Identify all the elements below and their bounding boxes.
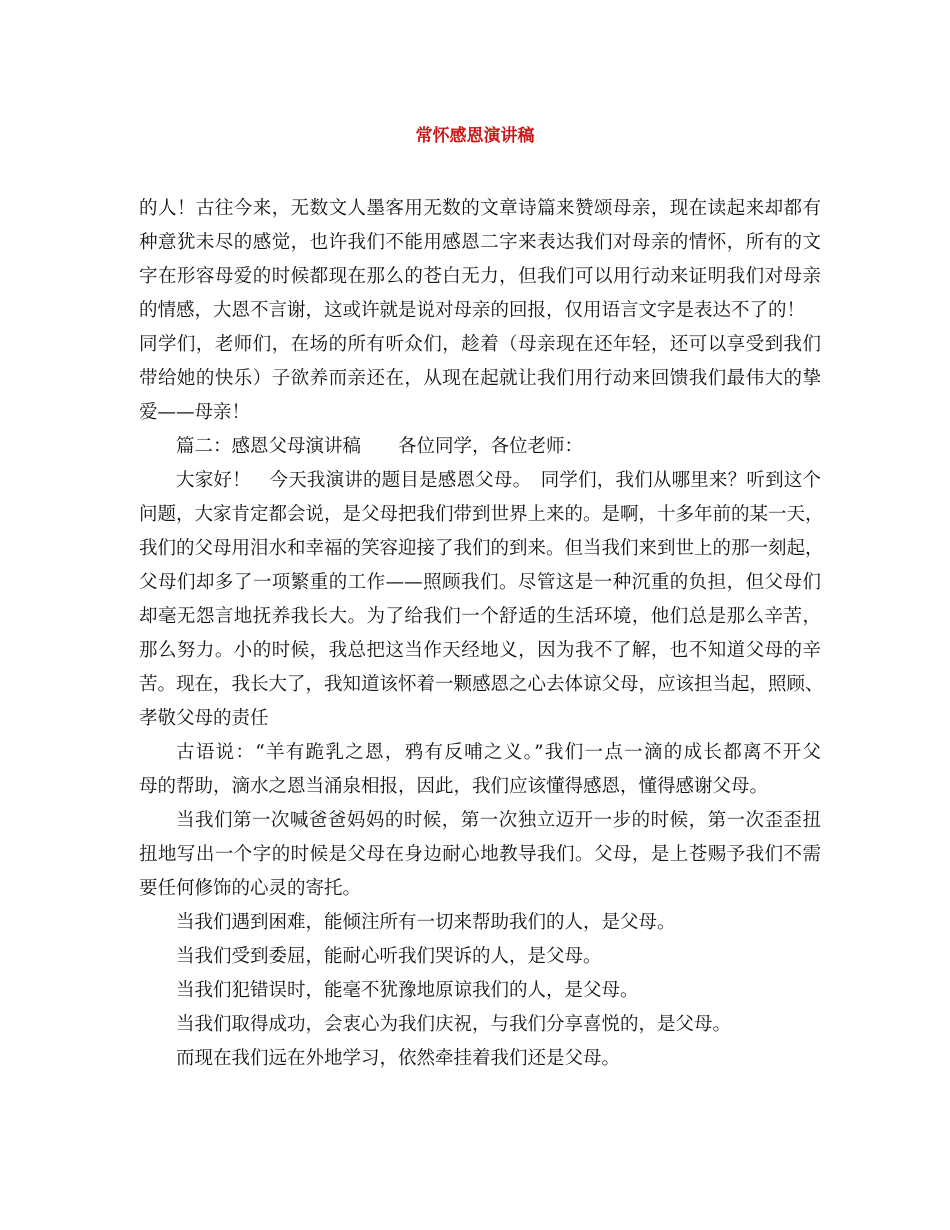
text-line: 当我们第一次喊爸爸妈妈的时候，第一次独立迈开一步的时候，第一次歪歪扭 — [176, 810, 821, 831]
text-line: 当我们遇到困难，能倾注所有一切来帮助我们的人，是父母。 — [176, 912, 676, 933]
text-line: 种意犹未尽的感觉，也许我们不能用感恩二字来表达我们对母亲的情怀，所有的文 — [139, 232, 821, 253]
text-line: 扭地写出一个字的时候是父母在身边耐心地教导我们。父母，是上苍赐予我们不需 — [139, 844, 821, 865]
text-line: 父母们却多了一项繁重的工作——照顾我们。尽管这是一种沉重的负担，但父母们 — [139, 572, 821, 593]
document-title: 常怀感恩演讲稿 — [415, 126, 535, 146]
text-line: 而现在我们远在外地学习，依然牵挂着我们还是父母。 — [176, 1048, 621, 1069]
text-line: 苦。现在，我长大了，我知道该怀着一颗感恩之心去体谅父母，应该担当起，照顾、 — [139, 674, 824, 695]
text-line: 带给她的快乐）子欲养而亲还在，从现在起就让我们用行动来回馈我们最伟大的挚 — [139, 368, 821, 389]
text-line: 当我们取得成功，会衷心为我们庆祝，与我们分享喜悦的，是父母。 — [176, 1014, 732, 1035]
text-line: 问题，大家肯定都会说，是父母把我们带到世界上来的。是啊，十多年前的某一天， — [139, 504, 824, 525]
text-line: 字在形容母爱的时候都现在那么的苍白无力，但我们可以用行动来证明我们对母亲 — [139, 266, 821, 287]
text-line: 爱——母亲！ — [139, 402, 251, 423]
text-line: 当我们受到委屈，能耐心听我们哭诉的人，是父母。 — [176, 946, 602, 967]
text-line: 孝敬父母的责任 — [139, 708, 269, 729]
text-line: 的人！古往今来，无数文人墨客用无数的文章诗篇来赞颂母亲，现在读起来却都有 — [139, 198, 821, 219]
text-line: 我们的父母用泪水和幸福的笑容迎接了我们的到来。但当我们来到世上的那一刻起， — [139, 538, 824, 559]
text-line: 那么努力。小的时候，我总把这当作天经地义，因为我不了解，也不知道父母的辛 — [139, 640, 821, 661]
text-line: 篇二：感恩父母演讲稿 各位同学，各位老师： — [176, 436, 584, 457]
text-line: 母的帮助，滴水之恩当涌泉相报，因此，我们应该懂得感恩，懂得感谢父母。 — [139, 776, 769, 797]
text-line: 的情感，大恩不言谢，这或许就是说对母亲的回报，仅用语言文字是表达不了的！ — [139, 300, 806, 321]
text-line: 当我们犯错误时，能毫不犹豫地原谅我们的人，是父母。 — [176, 980, 639, 1001]
text-line: 大家好！ 今天我演讲的题目是感恩父母。 同学们，我们从哪里来？听到这个 — [176, 470, 821, 491]
text-line: 却毫无怨言地抚养我长大。为了给我们一个舒适的生活环境，他们总是那么辛苦， — [139, 606, 821, 627]
text-line: 要任何修饰的心灵的寄托。 — [139, 878, 362, 899]
document-body — [139, 192, 824, 1076]
text-line: 古语说：“羊有跪乳之恩，鸦有反哺之义。”我们一点一滴的成长都离不开父 — [176, 742, 821, 763]
text-line: 同学们，老师们，在场的所有听众们，趁着（母亲现在还年轻，还可以享受到我们 — [139, 334, 821, 355]
